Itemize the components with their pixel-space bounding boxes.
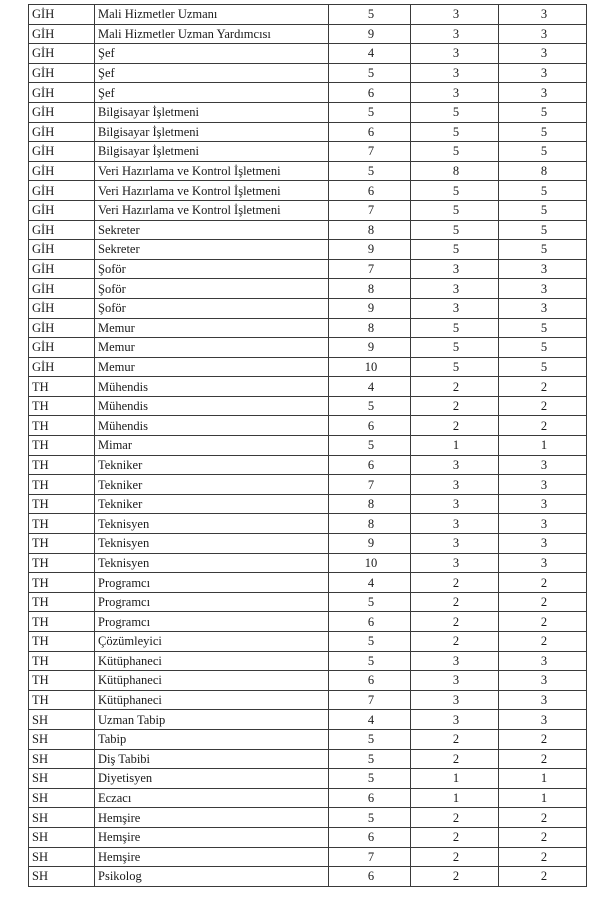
grade-cell: 4: [329, 44, 411, 64]
scanned-staff-table-page: [28, 4, 574, 887]
class-cell: SH: [29, 729, 95, 749]
grade-cell: 5: [329, 651, 411, 671]
title-cell: Bilgisayar İşletmeni: [95, 102, 329, 122]
class-cell: TH: [29, 632, 95, 652]
title-cell: Eczacı: [95, 788, 329, 808]
title-cell: Veri Hazırlama ve Kontrol İşletmeni: [95, 161, 329, 181]
table-row: [29, 808, 587, 828]
table-row: [29, 181, 587, 201]
class-cell: GİH: [29, 5, 95, 25]
grade-cell: 8: [329, 220, 411, 240]
grade-cell: 5: [329, 592, 411, 612]
count-cell-b: 3: [499, 671, 587, 691]
class-cell: GİH: [29, 279, 95, 299]
class-cell: GİH: [29, 24, 95, 44]
grade-cell: 6: [329, 416, 411, 436]
count-cell-b: 5: [499, 220, 587, 240]
count-cell-b: 3: [499, 24, 587, 44]
count-cell-a: 1: [411, 769, 499, 789]
table-row: [29, 102, 587, 122]
table-row: [29, 651, 587, 671]
table-row: [29, 514, 587, 534]
count-cell-a: 3: [411, 44, 499, 64]
title-cell: Kütüphaneci: [95, 671, 329, 691]
grade-cell: 5: [329, 396, 411, 416]
title-cell: Şef: [95, 44, 329, 64]
grade-cell: 5: [329, 63, 411, 83]
count-cell-b: 5: [499, 338, 587, 358]
count-cell-b: 3: [499, 651, 587, 671]
table-row: [29, 63, 587, 83]
table-row: [29, 122, 587, 142]
staff-position-table: [28, 4, 587, 887]
grade-cell: 5: [329, 436, 411, 456]
title-cell: Tekniker: [95, 475, 329, 495]
count-cell-a: 2: [411, 592, 499, 612]
table-row: [29, 475, 587, 495]
class-cell: GİH: [29, 181, 95, 201]
class-cell: GİH: [29, 338, 95, 358]
title-cell: Bilgisayar İşletmeni: [95, 142, 329, 162]
title-cell: Mühendis: [95, 377, 329, 397]
count-cell-b: 2: [499, 416, 587, 436]
count-cell-b: 3: [499, 63, 587, 83]
table-row: [29, 416, 587, 436]
table-row: [29, 318, 587, 338]
grade-cell: 6: [329, 455, 411, 475]
table-row: [29, 396, 587, 416]
count-cell-a: 3: [411, 710, 499, 730]
table-row: [29, 259, 587, 279]
grade-cell: 5: [329, 5, 411, 25]
class-cell: GİH: [29, 240, 95, 260]
class-cell: GİH: [29, 102, 95, 122]
table-row: [29, 847, 587, 867]
count-cell-b: 2: [499, 377, 587, 397]
grade-cell: 6: [329, 83, 411, 103]
count-cell-a: 5: [411, 102, 499, 122]
title-cell: Şoför: [95, 259, 329, 279]
table-row: [29, 612, 587, 632]
title-cell: Şoför: [95, 298, 329, 318]
count-cell-a: 3: [411, 534, 499, 554]
table-row: [29, 867, 587, 887]
count-cell-b: 3: [499, 259, 587, 279]
class-cell: TH: [29, 534, 95, 554]
count-cell-a: 2: [411, 632, 499, 652]
grade-cell: 5: [329, 102, 411, 122]
count-cell-a: 3: [411, 63, 499, 83]
table-row: [29, 729, 587, 749]
grade-cell: 4: [329, 377, 411, 397]
count-cell-a: 5: [411, 142, 499, 162]
title-cell: Memur: [95, 357, 329, 377]
count-cell-a: 3: [411, 651, 499, 671]
class-cell: SH: [29, 710, 95, 730]
class-cell: TH: [29, 514, 95, 534]
class-cell: SH: [29, 847, 95, 867]
class-cell: SH: [29, 827, 95, 847]
table-row: [29, 5, 587, 25]
class-cell: TH: [29, 475, 95, 495]
table-row: [29, 83, 587, 103]
title-cell: Mühendis: [95, 416, 329, 436]
count-cell-a: 3: [411, 83, 499, 103]
count-cell-b: 3: [499, 475, 587, 495]
count-cell-a: 3: [411, 690, 499, 710]
grade-cell: 5: [329, 161, 411, 181]
count-cell-a: 2: [411, 867, 499, 887]
class-cell: TH: [29, 671, 95, 691]
count-cell-b: 2: [499, 573, 587, 593]
grade-cell: 7: [329, 690, 411, 710]
grade-cell: 6: [329, 788, 411, 808]
table-row: [29, 534, 587, 554]
count-cell-b: 3: [499, 455, 587, 475]
class-cell: GİH: [29, 318, 95, 338]
count-cell-a: 2: [411, 416, 499, 436]
title-cell: Kütüphaneci: [95, 651, 329, 671]
count-cell-b: 5: [499, 318, 587, 338]
table-row: [29, 553, 587, 573]
title-cell: Teknisyen: [95, 553, 329, 573]
class-cell: GİH: [29, 122, 95, 142]
grade-cell: 6: [329, 122, 411, 142]
grade-cell: 7: [329, 200, 411, 220]
title-cell: Diyetisyen: [95, 769, 329, 789]
class-cell: TH: [29, 612, 95, 632]
count-cell-a: 2: [411, 847, 499, 867]
class-cell: TH: [29, 455, 95, 475]
count-cell-b: 5: [499, 122, 587, 142]
title-cell: Çözümleyici: [95, 632, 329, 652]
table-row: [29, 671, 587, 691]
count-cell-b: 2: [499, 827, 587, 847]
grade-cell: 9: [329, 24, 411, 44]
title-cell: Kütüphaneci: [95, 690, 329, 710]
title-cell: Memur: [95, 338, 329, 358]
title-cell: Uzman Tabip: [95, 710, 329, 730]
count-cell-b: 2: [499, 749, 587, 769]
grade-cell: 5: [329, 769, 411, 789]
count-cell-b: 3: [499, 494, 587, 514]
table-row: [29, 24, 587, 44]
title-cell: Mühendis: [95, 396, 329, 416]
count-cell-a: 5: [411, 357, 499, 377]
count-cell-b: 3: [499, 298, 587, 318]
count-cell-a: 3: [411, 5, 499, 25]
class-cell: SH: [29, 867, 95, 887]
table-row: [29, 690, 587, 710]
table-row: [29, 710, 587, 730]
title-cell: Teknisyen: [95, 534, 329, 554]
title-cell: Mali Hizmetler Uzman Yardımcısı: [95, 24, 329, 44]
class-cell: TH: [29, 553, 95, 573]
grade-cell: 5: [329, 632, 411, 652]
class-cell: TH: [29, 436, 95, 456]
class-cell: SH: [29, 769, 95, 789]
grade-cell: 8: [329, 318, 411, 338]
table-row: [29, 632, 587, 652]
count-cell-a: 2: [411, 612, 499, 632]
title-cell: Sekreter: [95, 220, 329, 240]
grade-cell: 6: [329, 867, 411, 887]
class-cell: GİH: [29, 63, 95, 83]
table-row: [29, 788, 587, 808]
class-cell: TH: [29, 416, 95, 436]
title-cell: Mimar: [95, 436, 329, 456]
count-cell-a: 3: [411, 24, 499, 44]
class-cell: GİH: [29, 44, 95, 64]
table-row: [29, 161, 587, 181]
title-cell: Memur: [95, 318, 329, 338]
grade-cell: 8: [329, 514, 411, 534]
class-cell: GİH: [29, 200, 95, 220]
count-cell-a: 2: [411, 573, 499, 593]
grade-cell: 10: [329, 553, 411, 573]
grade-cell: 6: [329, 181, 411, 201]
title-cell: Programcı: [95, 612, 329, 632]
title-cell: Şef: [95, 83, 329, 103]
title-cell: Mali Hizmetler Uzmanı: [95, 5, 329, 25]
count-cell-b: 5: [499, 200, 587, 220]
title-cell: Tabip: [95, 729, 329, 749]
count-cell-b: 3: [499, 534, 587, 554]
table-row: [29, 200, 587, 220]
count-cell-a: 2: [411, 749, 499, 769]
count-cell-b: 2: [499, 396, 587, 416]
title-cell: Bilgisayar İşletmeni: [95, 122, 329, 142]
table-row: [29, 769, 587, 789]
class-cell: TH: [29, 690, 95, 710]
title-cell: Tekniker: [95, 455, 329, 475]
table-row: [29, 357, 587, 377]
grade-cell: 9: [329, 298, 411, 318]
count-cell-b: 3: [499, 690, 587, 710]
count-cell-b: 3: [499, 710, 587, 730]
count-cell-b: 2: [499, 612, 587, 632]
count-cell-a: 1: [411, 436, 499, 456]
title-cell: Hemşire: [95, 827, 329, 847]
class-cell: SH: [29, 749, 95, 769]
grade-cell: 5: [329, 749, 411, 769]
count-cell-a: 3: [411, 259, 499, 279]
count-cell-b: 1: [499, 769, 587, 789]
count-cell-b: 2: [499, 632, 587, 652]
table-row: [29, 592, 587, 612]
class-cell: TH: [29, 377, 95, 397]
table-row: [29, 44, 587, 64]
grade-cell: 8: [329, 494, 411, 514]
count-cell-a: 3: [411, 553, 499, 573]
count-cell-b: 1: [499, 436, 587, 456]
grade-cell: 10: [329, 357, 411, 377]
count-cell-b: 5: [499, 142, 587, 162]
table-row: [29, 573, 587, 593]
grade-cell: 4: [329, 710, 411, 730]
title-cell: Tekniker: [95, 494, 329, 514]
grade-cell: 7: [329, 475, 411, 495]
grade-cell: 7: [329, 142, 411, 162]
class-cell: GİH: [29, 142, 95, 162]
table-row: [29, 142, 587, 162]
class-cell: TH: [29, 651, 95, 671]
title-cell: Sekreter: [95, 240, 329, 260]
title-cell: Hemşire: [95, 847, 329, 867]
grade-cell: 5: [329, 808, 411, 828]
table-row: [29, 279, 587, 299]
class-cell: GİH: [29, 161, 95, 181]
title-cell: Şoför: [95, 279, 329, 299]
grade-cell: 8: [329, 279, 411, 299]
title-cell: Veri Hazırlama ve Kontrol İşletmeni: [95, 181, 329, 201]
table-row: [29, 377, 587, 397]
class-cell: GİH: [29, 83, 95, 103]
count-cell-a: 3: [411, 671, 499, 691]
count-cell-b: 2: [499, 808, 587, 828]
grade-cell: 6: [329, 612, 411, 632]
count-cell-b: 5: [499, 181, 587, 201]
count-cell-b: 8: [499, 161, 587, 181]
count-cell-b: 5: [499, 240, 587, 260]
table-row: [29, 436, 587, 456]
title-cell: Hemşire: [95, 808, 329, 828]
count-cell-a: 3: [411, 514, 499, 534]
class-cell: SH: [29, 788, 95, 808]
grade-cell: 6: [329, 827, 411, 847]
class-cell: GİH: [29, 220, 95, 240]
table-row: [29, 298, 587, 318]
title-cell: Programcı: [95, 592, 329, 612]
count-cell-a: 2: [411, 827, 499, 847]
title-cell: Programcı: [95, 573, 329, 593]
title-cell: Şef: [95, 63, 329, 83]
title-cell: Diş Tabibi: [95, 749, 329, 769]
count-cell-b: 3: [499, 5, 587, 25]
class-cell: GİH: [29, 259, 95, 279]
table-row: [29, 338, 587, 358]
grade-cell: 7: [329, 847, 411, 867]
count-cell-b: 5: [499, 102, 587, 122]
table-row: [29, 455, 587, 475]
count-cell-a: 8: [411, 161, 499, 181]
count-cell-b: 3: [499, 514, 587, 534]
grade-cell: 5: [329, 729, 411, 749]
count-cell-a: 2: [411, 808, 499, 828]
count-cell-a: 5: [411, 200, 499, 220]
count-cell-a: 5: [411, 181, 499, 201]
title-cell: Psikolog: [95, 867, 329, 887]
count-cell-b: 2: [499, 729, 587, 749]
count-cell-a: 5: [411, 122, 499, 142]
title-cell: Veri Hazırlama ve Kontrol İşletmeni: [95, 200, 329, 220]
table-body: [29, 5, 587, 887]
count-cell-a: 1: [411, 788, 499, 808]
count-cell-b: 2: [499, 847, 587, 867]
grade-cell: 9: [329, 338, 411, 358]
class-cell: GİH: [29, 298, 95, 318]
table-row: [29, 240, 587, 260]
grade-cell: 7: [329, 259, 411, 279]
count-cell-a: 5: [411, 240, 499, 260]
grade-cell: 9: [329, 534, 411, 554]
count-cell-b: 1: [499, 788, 587, 808]
count-cell-b: 3: [499, 44, 587, 64]
class-cell: TH: [29, 494, 95, 514]
count-cell-b: 3: [499, 83, 587, 103]
class-cell: TH: [29, 396, 95, 416]
count-cell-b: 2: [499, 592, 587, 612]
count-cell-b: 2: [499, 867, 587, 887]
class-cell: TH: [29, 592, 95, 612]
count-cell-b: 3: [499, 553, 587, 573]
count-cell-b: 3: [499, 279, 587, 299]
count-cell-a: 5: [411, 220, 499, 240]
count-cell-a: 2: [411, 729, 499, 749]
grade-cell: 4: [329, 573, 411, 593]
count-cell-a: 3: [411, 298, 499, 318]
count-cell-a: 3: [411, 455, 499, 475]
class-cell: TH: [29, 573, 95, 593]
class-cell: SH: [29, 808, 95, 828]
count-cell-a: 5: [411, 318, 499, 338]
grade-cell: 6: [329, 671, 411, 691]
title-cell: Teknisyen: [95, 514, 329, 534]
table-row: [29, 749, 587, 769]
class-cell: GİH: [29, 357, 95, 377]
count-cell-b: 5: [499, 357, 587, 377]
table-row: [29, 827, 587, 847]
count-cell-a: 2: [411, 377, 499, 397]
table-row: [29, 220, 587, 240]
table-row: [29, 494, 587, 514]
grade-cell: 9: [329, 240, 411, 260]
count-cell-a: 2: [411, 396, 499, 416]
count-cell-a: 3: [411, 279, 499, 299]
count-cell-a: 3: [411, 475, 499, 495]
count-cell-a: 3: [411, 494, 499, 514]
count-cell-a: 5: [411, 338, 499, 358]
